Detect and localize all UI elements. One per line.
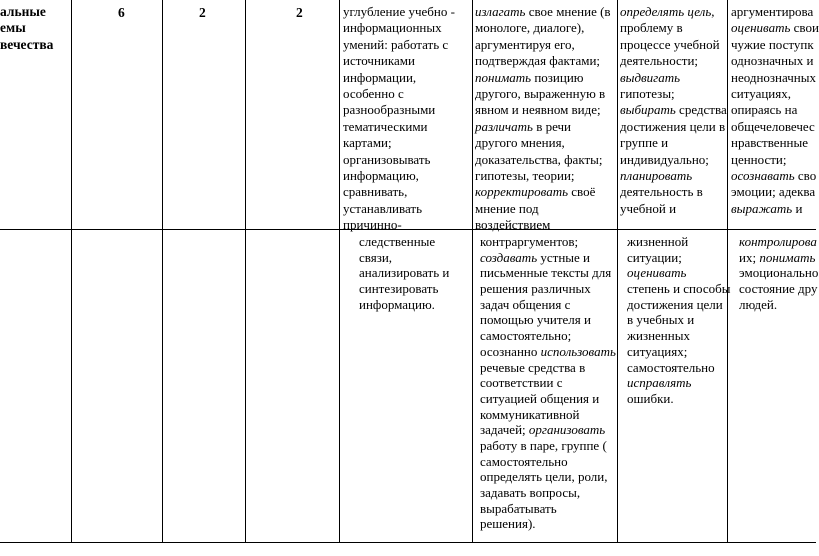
text-line <box>475 53 611 69</box>
text-line <box>731 135 819 151</box>
text-run: эмоционально <box>739 265 819 281</box>
text-run: самостоятельно <box>480 453 568 469</box>
text-run: состояние дру <box>739 281 818 297</box>
text-line <box>620 152 727 168</box>
col-border-6 <box>617 0 618 543</box>
text-run: однозначных и <box>731 53 814 69</box>
text-run: достижения цели в <box>620 118 726 134</box>
text-run: работу в паре, группе ( <box>480 437 607 453</box>
text-line <box>739 265 818 281</box>
text-run: , <box>711 4 715 19</box>
italic-verb: исправлять <box>627 375 692 391</box>
text-line <box>627 344 730 360</box>
text-run: своё <box>568 184 596 200</box>
text-run: задавать вопросы, <box>480 485 581 500</box>
row1-topic-cell <box>0 4 53 53</box>
italic-verb: излагать <box>475 4 526 19</box>
text-line <box>480 234 616 250</box>
text-line <box>739 297 818 313</box>
text-line <box>480 281 616 297</box>
text-run: контраргументов; <box>480 234 579 249</box>
text-line <box>480 516 616 532</box>
text-run: ситуациях, <box>731 85 791 101</box>
text-run: ситуации; <box>627 249 682 265</box>
text-run: сво <box>794 167 817 183</box>
text-run: задач общения с <box>480 296 571 312</box>
text-line <box>475 70 611 86</box>
text-line <box>475 217 611 233</box>
text-line <box>620 86 727 102</box>
italic-verb: различать <box>475 118 533 134</box>
text-run: доказательства, факты; <box>475 151 603 167</box>
text-run: ценности; <box>731 151 787 167</box>
text-line <box>731 70 819 86</box>
hours-theory: 2 <box>199 5 206 20</box>
text-run: ситуацией общения и <box>480 390 600 406</box>
text-line <box>620 184 727 200</box>
text-run: степень и способы <box>627 281 731 297</box>
text-line <box>620 119 727 135</box>
text-line: тематическими <box>343 118 428 134</box>
text-line <box>627 250 730 266</box>
text-line <box>731 201 819 217</box>
text-line <box>620 70 727 86</box>
text-line: источниками <box>343 53 415 69</box>
italic-verb: понимать <box>759 249 816 265</box>
text-run: задачей; <box>480 422 529 438</box>
text-line <box>620 20 727 36</box>
text-run: группе и <box>620 135 669 151</box>
text-run: деятельности; <box>620 53 699 69</box>
text-run: соответствии с <box>480 375 563 391</box>
text-line <box>480 501 616 517</box>
text-line <box>480 297 616 313</box>
text-line <box>475 4 611 20</box>
text-line <box>620 201 727 217</box>
text-run: другого мнения, <box>475 135 565 151</box>
text-run: решения различных <box>480 281 591 297</box>
col-border-2 <box>162 0 163 543</box>
text-line <box>627 328 730 344</box>
text-run: самостоятельно; <box>480 328 572 344</box>
text-line <box>475 152 611 168</box>
text-line: следственные <box>359 234 436 249</box>
text-run: жизненной <box>627 234 689 249</box>
row1-regulatory-cell <box>620 4 727 217</box>
italic-verb: осознавать <box>731 167 795 183</box>
italic-verb: выражать <box>731 200 793 216</box>
text-line <box>620 53 727 69</box>
hours-total: 6 <box>118 5 125 20</box>
row2-communicative-cell <box>480 234 616 532</box>
italic-verb: организовать <box>528 422 606 438</box>
text-run: общечеловечес <box>731 118 815 134</box>
text-run: эмоции; адеква <box>731 184 816 200</box>
text-line: сравнивать, <box>343 184 408 200</box>
text-line <box>620 168 727 184</box>
text-line <box>480 250 616 266</box>
text-line <box>731 119 819 135</box>
text-run: индивидуально; <box>620 151 709 167</box>
text-line <box>620 37 727 53</box>
italic-verb: определять цель <box>620 4 712 19</box>
text-line <box>475 201 611 217</box>
text-run: учебной и <box>620 200 677 216</box>
text-line <box>480 312 616 328</box>
italic-verb: понимать <box>475 69 532 85</box>
text-line <box>475 168 611 184</box>
row2-cognitive-cell <box>359 234 449 312</box>
text-run: воздействием <box>475 217 551 233</box>
text-run: письменные тексты для <box>480 265 612 281</box>
text-line <box>627 297 730 313</box>
text-line <box>475 102 611 118</box>
text-run: неоднозначных <box>731 69 816 85</box>
row1-communicative-cell <box>475 4 611 233</box>
text-run: достижения цели <box>627 296 723 312</box>
row1-cognitive-cell <box>343 4 455 233</box>
text-line <box>480 469 616 485</box>
text-line <box>731 20 819 36</box>
text-line <box>731 102 819 118</box>
text-line <box>480 485 616 501</box>
text-line: особенно с <box>343 85 404 101</box>
text-run: свое мнение (в <box>525 4 611 19</box>
text-run: коммуникативной <box>480 406 580 422</box>
text-line <box>739 281 818 297</box>
text-run: ошибки. <box>627 390 674 406</box>
text-line <box>731 184 819 200</box>
text-line <box>731 152 819 168</box>
text-line <box>731 53 819 69</box>
text-run: деятельность в <box>620 184 703 200</box>
text-line: разнообразными <box>343 102 436 118</box>
text-run: самостоятельно <box>627 359 715 375</box>
text-line: умений: работать с <box>343 36 449 52</box>
text-run: проблему в <box>620 20 683 36</box>
text-line <box>627 312 730 328</box>
text-line <box>475 86 611 102</box>
text-line: емы <box>0 20 26 36</box>
text-line <box>480 344 616 360</box>
text-run: подтверждая фактами; <box>475 53 601 69</box>
col-border-1 <box>71 0 72 543</box>
text-line <box>731 37 819 53</box>
table-bottom-border <box>0 542 816 543</box>
col-border-5 <box>472 0 473 543</box>
text-run: монологе, диалоге), <box>475 20 585 36</box>
italic-verb: контролирова <box>739 234 817 249</box>
hours-practice: 2 <box>296 5 303 20</box>
text-line: анализировать и <box>359 265 450 281</box>
text-run: явном и неявном виде; <box>475 102 601 118</box>
text-line <box>739 250 818 266</box>
text-line <box>620 4 727 20</box>
text-line: информационных <box>343 20 442 36</box>
text-run: жизненных <box>627 328 690 344</box>
text-line <box>480 391 616 407</box>
italic-verb: корректировать <box>475 184 569 200</box>
text-line <box>480 328 616 344</box>
text-line <box>475 37 611 53</box>
text-run: ситуациях; <box>627 343 688 359</box>
text-line <box>475 135 611 151</box>
italic-verb: планировать <box>620 167 693 183</box>
text-run: устные и <box>537 249 590 265</box>
text-line: углубление учебно - <box>343 4 455 19</box>
text-line <box>627 375 730 391</box>
text-run: в учебных и <box>627 312 695 328</box>
text-run: гипотезы, теории; <box>475 167 575 183</box>
text-line <box>627 265 730 281</box>
text-run: аргументируя его, <box>475 36 575 52</box>
row2-personal-cell <box>739 234 818 312</box>
text-run: опираясь на <box>731 102 798 118</box>
text-line <box>731 4 819 20</box>
text-line <box>739 234 818 250</box>
text-line: связи, <box>359 249 393 265</box>
col-border-4 <box>339 0 340 543</box>
text-line <box>620 135 727 151</box>
text-run: определять цели, роли, <box>480 469 608 485</box>
text-run: осознанно <box>480 343 541 359</box>
text-line <box>475 119 611 135</box>
text-line: синтезировать <box>359 281 439 297</box>
text-run: людей. <box>739 296 778 312</box>
text-run: мнение под <box>475 200 539 216</box>
text-line <box>475 184 611 200</box>
text-line: причинно- <box>343 217 402 233</box>
text-run: позицию <box>531 69 584 85</box>
text-line <box>480 407 616 423</box>
text-line <box>480 422 616 438</box>
text-line: картами; <box>343 135 392 151</box>
text-line <box>627 391 730 407</box>
text-line <box>475 20 611 36</box>
text-line: информацию, <box>343 167 419 183</box>
text-run: помощью учителя и <box>480 312 591 328</box>
italic-verb: выдвигать <box>620 69 681 85</box>
text-run: решения). <box>480 516 536 532</box>
text-run: их; <box>739 249 760 265</box>
text-line <box>627 234 730 250</box>
text-line <box>731 86 819 102</box>
italic-verb: оценивать <box>627 265 687 281</box>
text-line: альные <box>0 4 46 19</box>
italic-verb: оценивать <box>731 20 791 36</box>
text-line: организовывать <box>343 151 431 167</box>
text-run: другого, выраженную в <box>475 85 606 101</box>
text-line: устанавливать <box>343 200 423 216</box>
text-line <box>627 360 730 376</box>
text-run: аргументирова <box>731 4 814 19</box>
text-line: информацию. <box>359 296 435 312</box>
text-run: речевые средства в <box>480 359 586 375</box>
text-run: в речи <box>532 118 572 134</box>
text-run: гипотезы; <box>620 85 675 101</box>
text-line <box>731 168 819 184</box>
text-line <box>620 102 727 118</box>
row1-personal-cell <box>731 4 819 217</box>
text-run: процессе учебной <box>620 36 720 52</box>
text-line <box>480 375 616 391</box>
text-line <box>480 360 616 376</box>
italic-verb: использовать <box>540 343 616 359</box>
col-border-3 <box>245 0 246 543</box>
text-run: и <box>792 200 803 216</box>
italic-verb: выбирать <box>620 102 676 118</box>
italic-verb: создавать <box>480 249 538 265</box>
text-line <box>480 454 616 470</box>
text-run: свои <box>790 20 819 36</box>
text-run: вырабатывать <box>480 500 557 516</box>
text-line <box>627 281 730 297</box>
text-run: средства <box>675 102 727 118</box>
text-line: вечества <box>0 36 54 52</box>
row2-regulatory-cell <box>627 234 730 407</box>
text-run: чужие поступк <box>731 36 814 52</box>
text-line <box>480 438 616 454</box>
text-line: информации, <box>343 69 417 85</box>
text-run: нравственные <box>731 135 808 151</box>
text-line <box>480 265 616 281</box>
